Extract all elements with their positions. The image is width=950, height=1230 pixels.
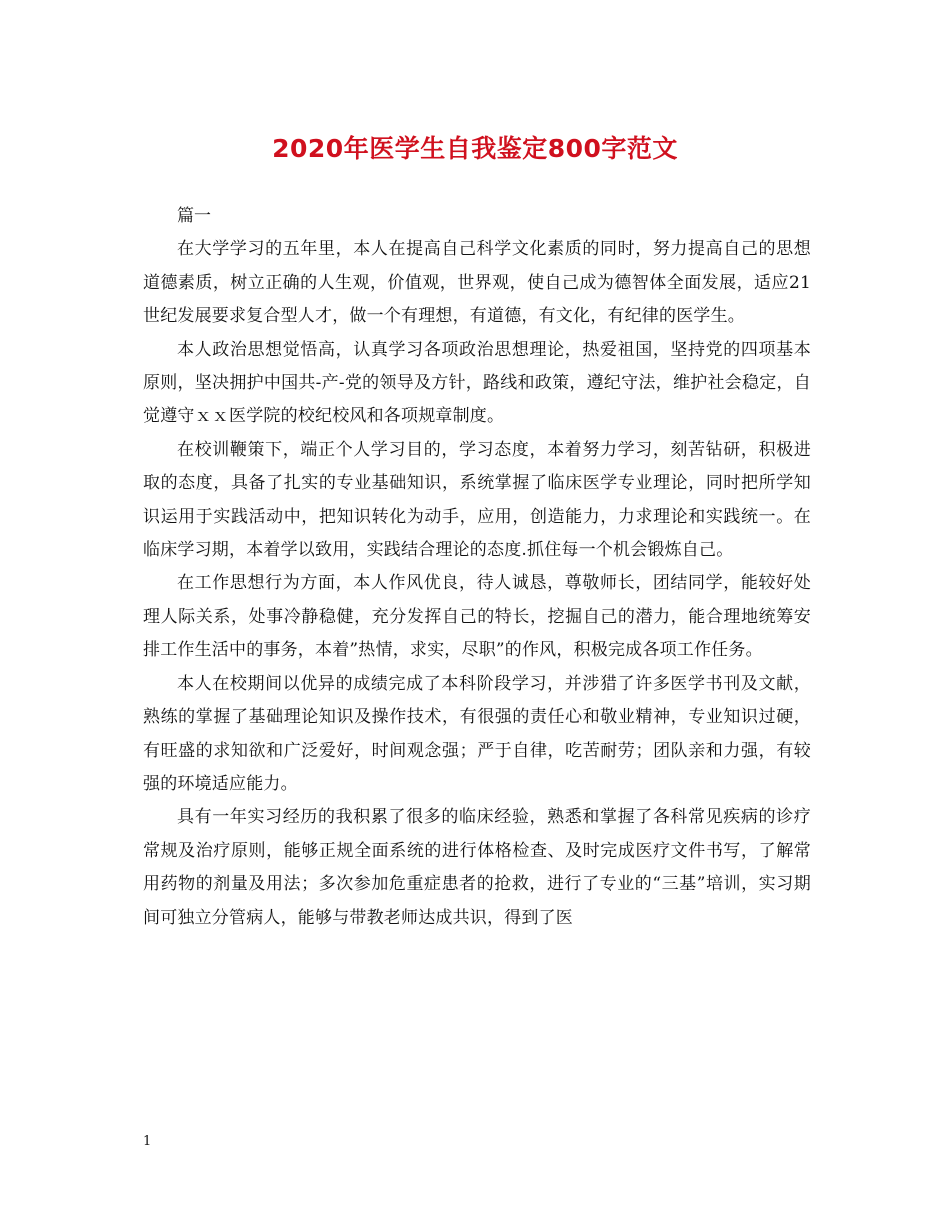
paragraph-5: 本人在校期间以优异的成绩完成了本科阶段学习，并涉猎了许多医学书刊及文献，熟练的掌握了基础理论知识及操作技术，有很强的责任心和敬业精神，专业知识过硬，有旺盛的求知欲和广泛爱好，时间观念强；严于自律，吃苦耐劳；团队亲和力强，有较强的环境适应能力。 [143,673,811,794]
paragraph-4: 在工作思想行为方面，本人作风优良，待人诚恳，尊敬师长，团结同学，能较好处理人际关系，处事冷静稳健，充分发挥自己的特长，挖掘自己的潜力，能合理地统筹安排工作生活中的事务，本着”热情，求实，尽职”的作风，积极完成各项工作任务。 [143,573,811,661]
document-body [143,200,811,935]
page-number: 1 [143,1134,152,1149]
section-label: 篇一 [177,206,211,226]
paragraph-6: 具有一年实习经历的我积累了很多的临床经验，熟悉和掌握了各科常见疾病的诊疗常规及治疗原则，能够正规全面系统的进行体格检查、及时完成医疗文件书写，了解常用药物的剂量及用法；多次参加危重症患者的抢救，进行了专业的“三基”培训，实习期间可独立分管病人，能够与带教老师达成共识，得到了医 [143,807,811,928]
paragraph-2: 本人政治思想觉悟高，认真学习各项政治思想理论，热爱祖国，坚持党的四项基本原则，坚决拥护中国共-产-党的领导及方针，路线和政策，遵纪守法，维护社会稳定，自觉遵守ｘｘ医学院的校纪校风和各项规章制度。 [143,339,811,427]
paragraph-1: 在大学学习的五年里，本人在提高自己科学文化素质的同时，努力提高自己的思想道德素质，树立正确的人生观，价值观，世界观，使自己成为德智体全面发展，适应21世纪发展要求复合型人才，做一个有理想，有道德，有文化，有纪律的医学生。 [143,239,811,327]
document-title: 2020年医学生自我鉴定800字范文 [272,134,678,163]
paragraph-3: 在校训鞭策下，端正个人学习目的，学习态度，本着努力学习，刻苦钻研，积极进取的态度，具备了扎实的专业基础知识，系统掌握了临床医学专业理论，同时把所学知识运用于实践活动中，把知识转化为动手，应用，创造能力，力求理论和实践统一。在临床学习期，本着学以致用，实践结合理论的态度.抓住每一个机会锻炼自己。 [143,439,811,561]
